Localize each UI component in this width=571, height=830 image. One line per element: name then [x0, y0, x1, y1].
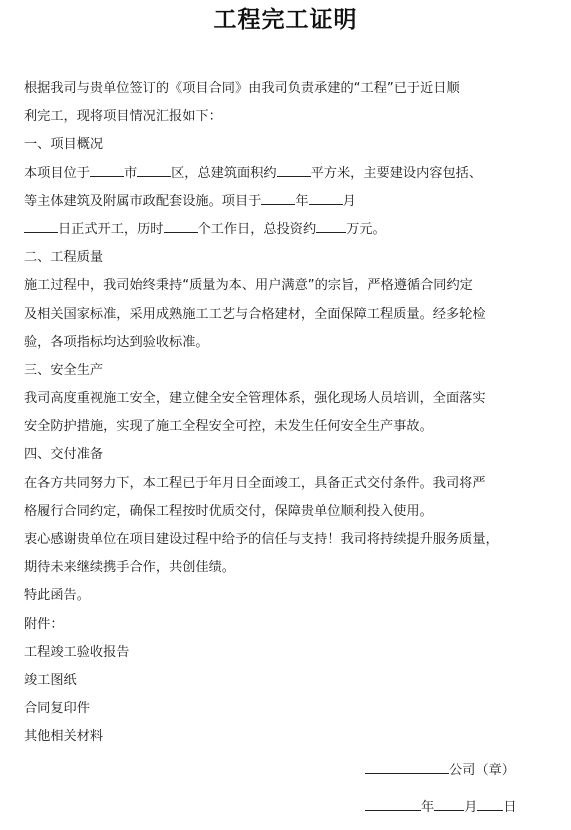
overview-text: 万元。 — [346, 221, 386, 237]
safety-line-1: 我司高度重视施工安全，建立健全安全管理体系，强化现场人员培训，全面落实 — [24, 391, 486, 407]
delivery-line-1: 在各方共同努力下，本工程已于年月日全面竣工，具备正式交付条件。我司将严 — [24, 475, 486, 491]
sign-year-blank — [365, 796, 421, 811]
overview-text: 等主体建筑及附属市政配套设施。项目于 — [24, 193, 262, 209]
overview-text: 区，总建筑面积约 — [171, 165, 277, 181]
overview-text: 月 — [342, 193, 356, 209]
safety-line-2: 安全防护措施，实现了施工全程安全可控，未发生任何安全生产事故。 — [24, 419, 433, 435]
closing-line-1: 衷心感谢贵单位在项目建设过程中给予的信任与支持！我司将持续提升服务质量， — [24, 532, 499, 547]
city-blank — [90, 161, 124, 177]
document-title: 工程完工证明 — [213, 7, 358, 33]
overview-text: 个工作日，总投资约 — [197, 221, 317, 237]
section-heading-delivery: 四、交付准备 — [24, 447, 104, 463]
intro-line-2: 利完工，现将项目情况汇报如下： — [24, 109, 222, 125]
overview-text: 平方米，主要建设内容包括、 — [310, 165, 483, 181]
delivery-line-2: 格履行合同约定，确保工程按时优质交付，保障贵单位顺利投入使用。 — [24, 503, 433, 519]
quality-line-3: 验，各项指标均达到验收标准。 — [24, 334, 209, 350]
start-year-blank — [261, 189, 295, 205]
section-heading-safety: 三、安全生产 — [24, 362, 104, 378]
overview-text: 本项目位于 — [24, 165, 90, 181]
quality-line-2: 及相关国家标准，采用成熟施工工艺与合格建材，全面保障工程质量。经多轮检 — [24, 306, 486, 322]
attachment-item: 竣工图纸 — [24, 672, 77, 688]
closing-line-3: 特此函告。 — [24, 588, 90, 604]
section-heading-overview: 一、项目概况 — [24, 137, 104, 153]
overview-text: 年 — [295, 193, 309, 209]
overview-text: 日正式开工，历时 — [58, 221, 164, 237]
overview-line-1 — [24, 160, 544, 188]
company-name-blank — [365, 759, 449, 774]
document-body — [24, 75, 544, 752]
company-seal-line — [365, 759, 515, 781]
overview-line-2 — [24, 188, 544, 216]
year-label: 年 — [421, 800, 435, 815]
overview-line-3 — [24, 216, 544, 244]
sign-month-blank — [434, 796, 464, 811]
attachment-item: 其他相关材料 — [24, 729, 104, 745]
attachment-item: 工程竣工验收报告 — [24, 644, 130, 660]
investment-blank — [316, 217, 346, 233]
attachment-item: 合同复印件 — [24, 701, 90, 717]
quality-line-1: 施工过程中，我司始终秉持“质量为本、用户满意”的宗旨，严格遵循合同约定 — [24, 278, 473, 294]
sign-day-blank — [477, 796, 503, 811]
start-day-blank — [24, 217, 58, 233]
day-label: 日 — [503, 800, 517, 815]
company-seal-label: 公司（章） — [449, 763, 515, 778]
district-blank — [137, 161, 171, 177]
closing-line-2: 期待未来继续携手合作，共创佳绩。 — [24, 560, 235, 576]
start-month-blank — [309, 189, 343, 205]
workdays-blank — [164, 217, 198, 233]
attachments-label: 附件： — [24, 616, 64, 632]
intro-line-1: 根据我司与贵单位签订的《项目合同》由我司负责承建的“工程”已于近日顺 — [24, 81, 460, 96]
date-line — [365, 796, 517, 818]
month-label: 月 — [464, 800, 478, 815]
area-blank — [277, 161, 311, 177]
section-heading-quality: 二、工程质量 — [24, 250, 104, 266]
overview-text: 市 — [123, 165, 138, 181]
